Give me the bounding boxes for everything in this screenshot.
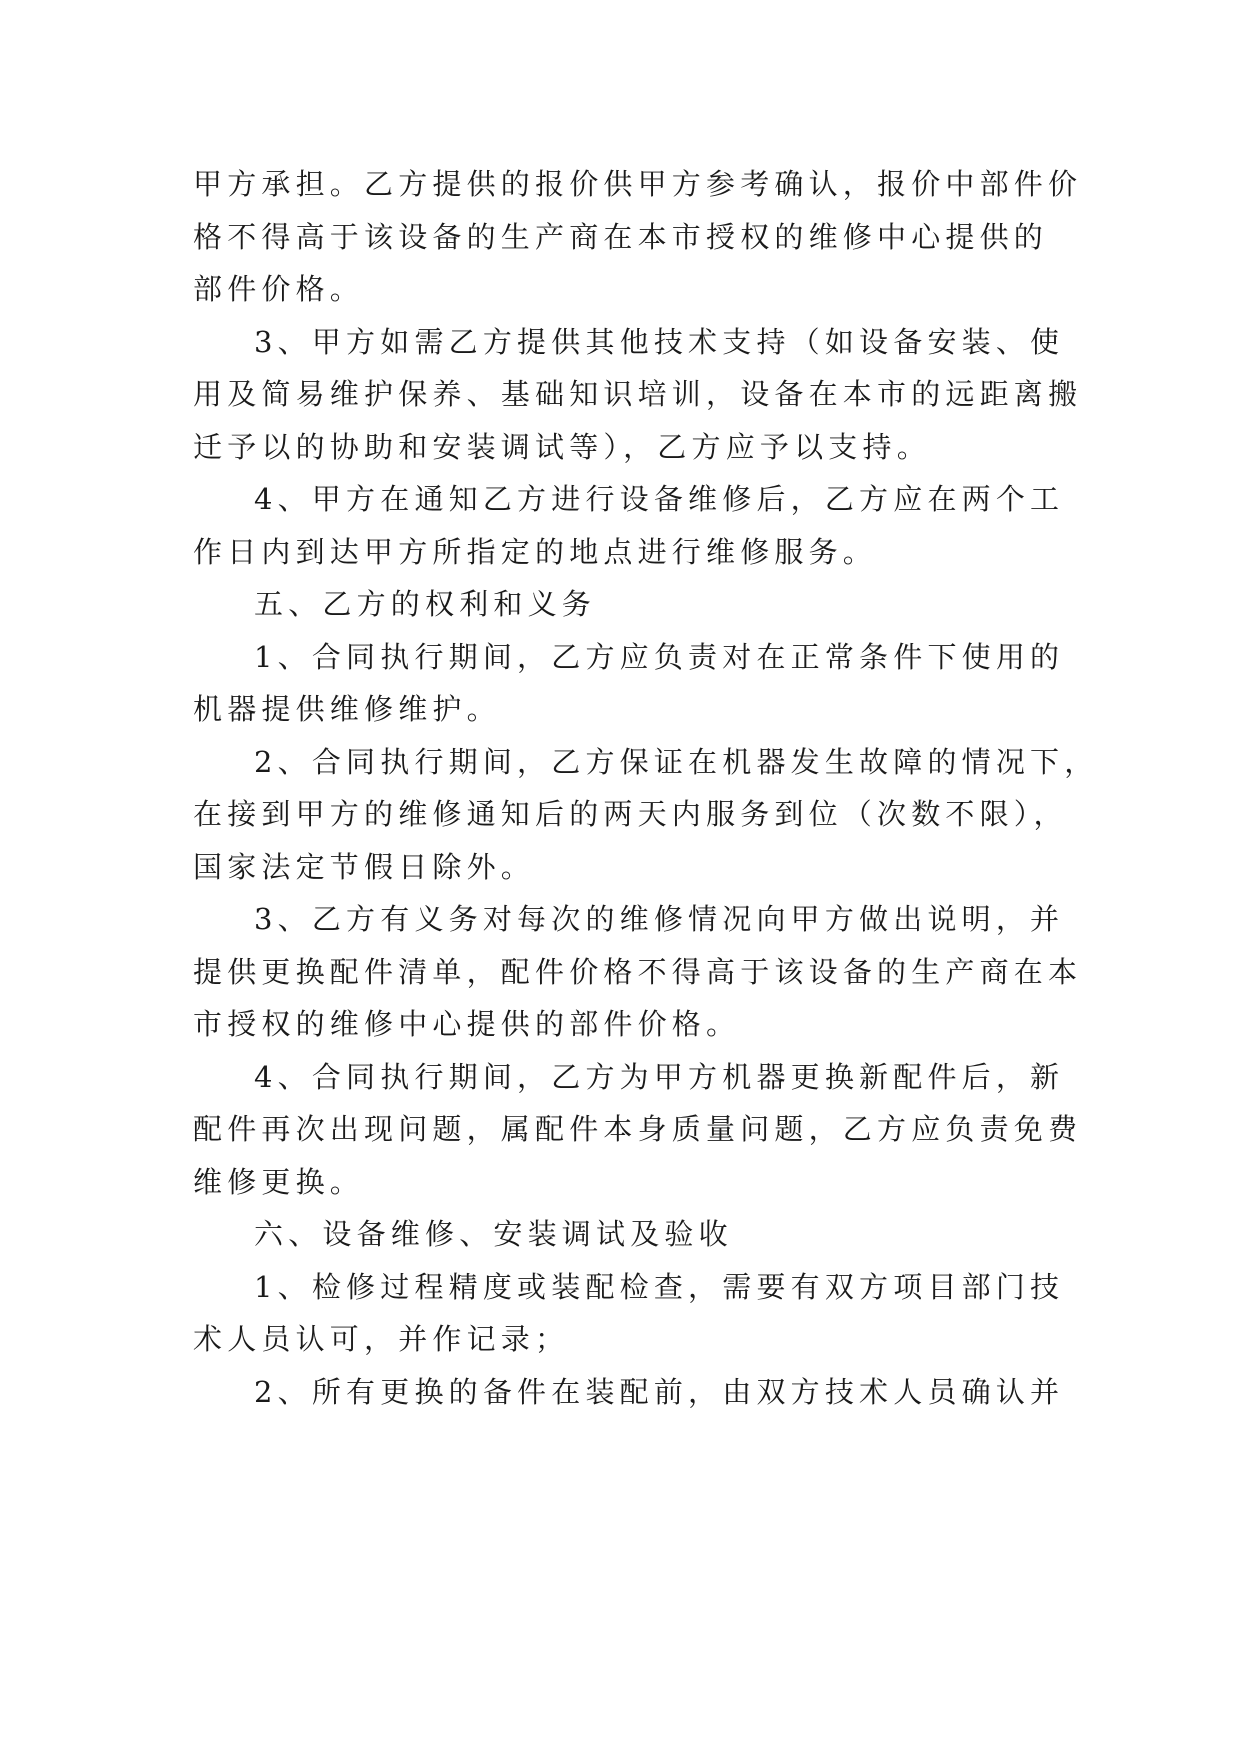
paragraph xyxy=(193,736,1099,894)
text-line: 迁予以的协助和安装调试等），乙方应予以支持。 xyxy=(193,429,931,464)
text-line: 3、甲方如需乙方提供其他技术支持（如设备安装、使 xyxy=(254,324,1065,359)
paragraph xyxy=(193,1366,1065,1419)
text-line: 格不得高于该设备的生产商在本市授权的维修中心提供的 xyxy=(193,219,1049,254)
text-line: 六、设备维修、安装调试及验收 xyxy=(254,1217,733,1251)
paragraph xyxy=(193,158,1083,316)
text-line: 3、乙方有义务对每次的维修情况向甲方做出说明，并 xyxy=(254,902,1065,936)
document-body xyxy=(193,158,1099,1418)
text-line: 提供更换配件清单，配件价格不得高于该设备的生产商在本 xyxy=(193,954,1083,989)
text-line: 维修更换。 xyxy=(193,1164,365,1199)
paragraph xyxy=(193,1208,1053,1261)
text-line: 术人员认可，并作记录； xyxy=(193,1322,570,1356)
text-line: 在接到甲方的维修通知后的两天内服务到位（次数不限）， xyxy=(193,797,1068,831)
text-line: 作日内到达甲方所指定的地点进行维修服务。 xyxy=(193,534,878,569)
text-line: 用及简易维护保养、基础知识培训，设备在本市的远距离搬 xyxy=(193,377,1083,411)
text-line: 五、乙方的权利和义务 xyxy=(254,587,597,621)
text-line: 2、所有更换的备件在装配前，由双方技术人员确认并 xyxy=(254,1374,1065,1409)
text-line: 4、合同执行期间，乙方为甲方机器更换新配件后，新 xyxy=(254,1059,1065,1094)
paragraph xyxy=(193,631,1065,736)
text-line: 1、检修过程精度或装配检查，需要有双方项目部门技 xyxy=(254,1269,1065,1304)
paragraph xyxy=(193,578,1053,631)
text-line: 1、合同执行期间，乙方应负责对在正常条件下使用的 xyxy=(254,639,1065,674)
text-line: 市授权的维修中心提供的部件价格。 xyxy=(193,1007,741,1041)
paragraph xyxy=(193,893,1083,1051)
paragraph xyxy=(193,1051,1083,1209)
paragraph xyxy=(193,316,1083,474)
text-line: 部件价格。 xyxy=(193,272,365,306)
text-line: 国家法定节假日除外。 xyxy=(193,849,536,884)
text-line: 机器提供维修维护。 xyxy=(193,692,501,726)
paragraph xyxy=(193,473,1065,578)
text-line: 甲方承担。乙方提供的报价供甲方参考确认，报价中部件价 xyxy=(193,167,1083,201)
text-line: 2、合同执行期间，乙方保证在机器发生故障的情况下， xyxy=(254,744,1099,779)
text-line: 4、甲方在通知乙方进行设备维修后，乙方应在两个工 xyxy=(254,482,1065,516)
paragraph xyxy=(193,1261,1065,1366)
text-line: 配件再次出现问题，属配件本身质量问题，乙方应负责免费 xyxy=(193,1112,1083,1146)
